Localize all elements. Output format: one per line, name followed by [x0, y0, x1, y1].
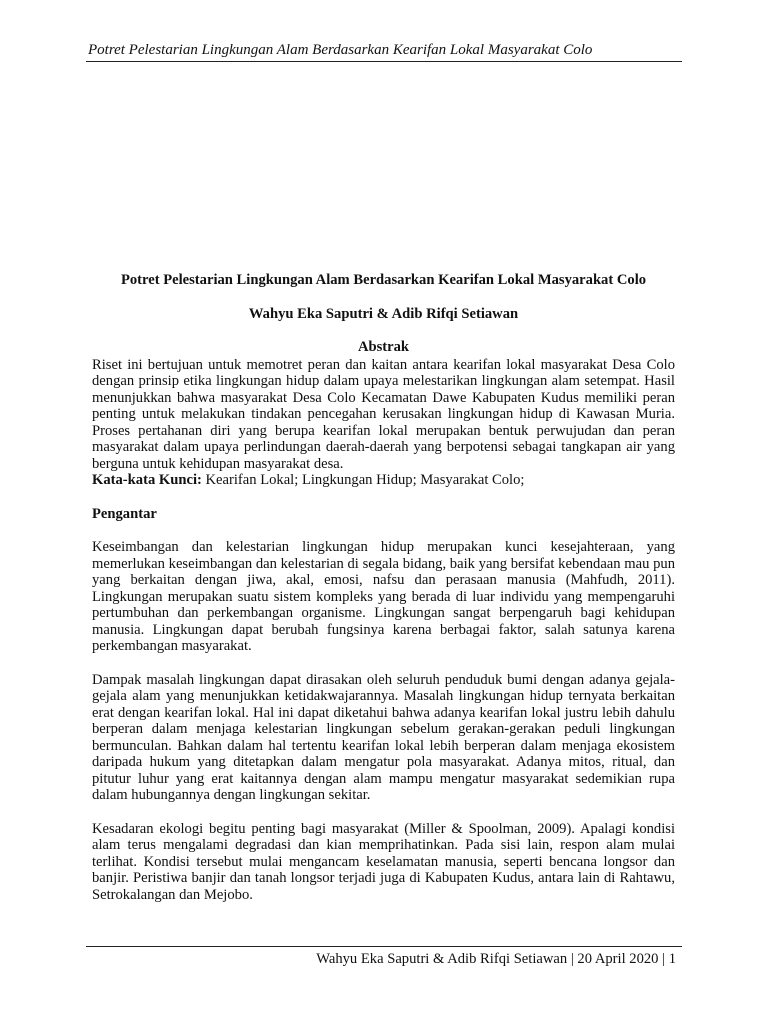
abstract-text: Riset ini bertujuan untuk memotret peran dan kaitan antara kearifan lokal masyarakat Desa Colo dengan prinsip etika lingkungan hidup dalam upaya melestarikan lingkungan alam setempat. Hasil menunjukkan bahwa masyarakat Desa Colo Kecamatan Dawe Kabupaten Kudus memiliki peran penting untuk melakukan tindakan pencegahan kerusakan lingkungan hidup di Kawasan Muria. Proses pertahanan diri yang berupa kearifan lokal merupakan bentuk perwujudan dan peran masyarakat dalam upaya perlindungan daerah-daerah yang berpotensi sebagai tangkapan air yang berguna untuk kehidupan masyarakat desa. [92, 356, 675, 472]
keywords-text: Kearifan Lokal; Lingkungan Hidup; Masyarakat Colo; [201, 472, 525, 488]
paragraph: Kesadaran ekologi begitu penting bagi masyarakat (Miller & Spoolman, 2009). Apalagi kondisi alam terus mengalami degradasi dan kian memprihatinkan. Pada sisi lain, respon alam mulai terlihat. Kondisi tersebut mulai mengancam keselamatan manusia, seperti bencana longsor dan banjir. Peristiwa banjir dan tanah longsor terjadi juga di Kabupaten Kudus, antara lain di Rahtawu, Setrokalangan dan Mejobo. [92, 820, 675, 903]
header-divider [86, 61, 682, 62]
article-authors: Wahyu Eka Saputri & Adib Rifqi Setiawan [248, 305, 519, 322]
keywords-line [92, 472, 675, 489]
running-footer: Wahyu Eka Saputri & Adib Rifqi Setiawan | 20 April 2020 | 1 [316, 951, 676, 967]
paragraph: Keseimbangan dan kelestarian lingkungan hidup merupakan kunci kesejahteraan, yang memerlukan keseimbangan dan kelestarian di segala bidang, baik yang bersifat kebendaan mau pun yang berkaitan dengan jiwa, akal, emosi, nafsu dan perasaan manusia (Mahfudh, 2011). Lingkungan merupakan suatu sistem kompleks yang berada di luar individu yang mempengaruhi pertumbuhan dan perkembangan organisme. Lingkungan sangat berpengaruh bagi kehidupan manusia. Lingkungan dapat berubah fungsinya karena berbagai faktor, salah satunya karena perkembangan masyarakat. [92, 539, 675, 654]
running-header: Potret Pelestarian Lingkungan Alam Berdasarkan Kearifan Lokal Masyarakat Colo [88, 42, 593, 58]
section-heading-pengantar: Pengantar [92, 505, 157, 522]
keywords-label: Kata-kata Kunci: [92, 472, 202, 488]
article-title: Potret Pelestarian Lingkungan Alam Berdasarkan Kearifan Lokal Masyarakat Colo [120, 272, 647, 288]
footer-divider [86, 946, 682, 947]
abstract-heading: Abstrak [357, 339, 410, 355]
paragraph: Dampak masalah lingkungan dapat dirasakan oleh seluruh penduduk bumi dengan adanya gejala-gejala alam yang menunjukkan ketidakwajarannya. Masalah lingkungan hidup ternyata berkaitan erat dengan kearifan lokal. Hal ini dapat diketahui bahwa adanya kearifan lokal justru lebih dahulu berperan dalam menjaga kelestarian lingkungan sebelum gerakan-gerakan peduli lingkungan bermunculan. Bahkan dalam hal tertentu kearifan lokal lebih berperan dalam menjaga ekosistem daripada hukum yang ditetapkan dalam mengatur pola masyarakat. Adanya mitos, ritual, dan pitutur luhur yang erat kaitannya dengan alam mampu mengatur masyarakat sedemikian rupa dalam hubungannya dengan lingkungan sekitar. [92, 671, 675, 803]
article-body [92, 272, 675, 903]
